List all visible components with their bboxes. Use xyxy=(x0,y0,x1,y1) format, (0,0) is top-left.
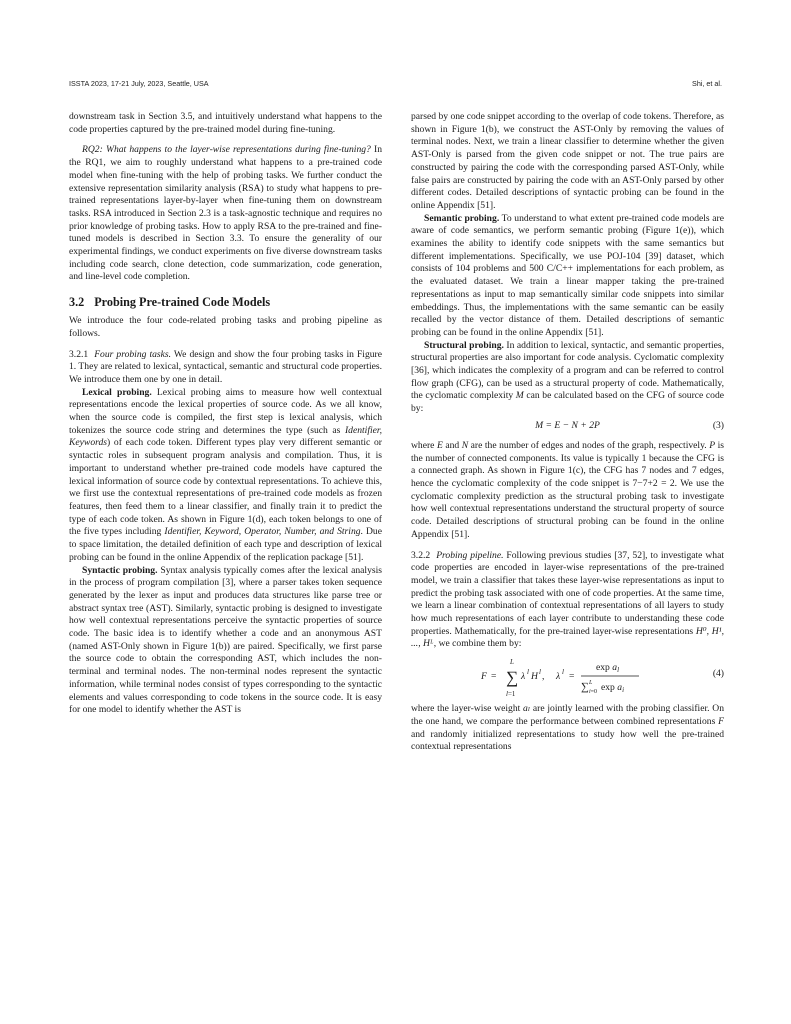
rq2-label: RQ2: What happens to the layer-wise representations during fine-tuning? xyxy=(82,144,371,156)
svg-text:F: F xyxy=(481,671,487,683)
paragraph-after-eq3: where E and N are the number of edges and nodes of the graph, respectively. P is the number of connected components. Its value is typically 1 because the CFG is a connected graph. As shown in Figure 1(c), the CFG has 7 nodes and 7 edges, hence the cyclomatic complexity of the code snippet is 7−7+2 = 2. We use the cyclomatic complexity prediction as the structural probing task to investigate how well contextual representations understand the structural property of source code. Detailed descriptions of structural probing can be found in the online Appendix [51]. xyxy=(411,439,724,540)
subsection-probing-tasks: 3.2.1 Four probing tasks. We design and show the four probing tasks in Figure 1. They are related to lexical, syntactical, semantic and structural code properties. We introduce them one by one in detail. xyxy=(69,348,382,385)
svg-text:l=1: l=1 xyxy=(506,690,516,699)
svg-text:L: L xyxy=(510,658,514,667)
paragraph-after-eq4: where the layer-wise weight aₗ are jointly learned with the probing classifier. On the one hand, we compare the performance between combined representations F and randomly initialized representations to study how well the pre-trained contextual representations xyxy=(411,703,724,753)
svg-text:λ: λ xyxy=(556,671,561,683)
running-header-authors: Shi, et al. xyxy=(692,79,722,88)
paragraph-rq2: RQ2: What happens to the layer-wise representations during fine-tuning? In the RQ1, we aim to roughly understand what happens to a pre-trained code model when fine-tuning with the help of probing tasks. We further conduct the extensive representation similarity analysis (RSA) to study what happens to pre-trained representations layer-by-layer when fine-tuning them on downstream tasks. RSA introduced in Section 2.3 is a task-agnostic technique and requires no prior knowledge of probing tasks. How to apply RSA to the pre-trained and fine-tuned models is described in Section 3.3. To ensure the generality of our experimental findings, we conduct experiments on five diverse downstream tasks including code search, clone detection, code summarization, code generation, and line-level code completion. xyxy=(69,144,383,283)
svg-text:∑: ∑ xyxy=(581,681,589,694)
section-heading: 3.2 Probing Pre-trained Code Models xyxy=(69,295,271,310)
svg-text:∑: ∑ xyxy=(506,668,519,688)
left-column xyxy=(69,111,382,717)
svg-text:i=0: i=0 xyxy=(589,689,598,696)
svg-text:l: l xyxy=(527,668,529,677)
equation-4-number: (4) xyxy=(712,668,724,680)
equation-3 xyxy=(411,420,724,436)
svg-text:L: L xyxy=(589,680,593,687)
equation-3-body: M = E − N + 2P xyxy=(535,419,600,431)
svg-text:exp ai: $\exp a_i$ xyxy=(601,682,625,695)
equation-4 xyxy=(411,655,724,699)
svg-text:l: l xyxy=(539,668,541,677)
equation-4-formula xyxy=(481,655,651,699)
svg-text:=: = xyxy=(491,671,497,683)
paragraph-syntactic-probing: Syntactic probing. Syntax analysis typically comes after the lexical analysis in the process of program compilation [3], where a parser takes token sequence generated by the lexer as input and produces data structures like parse tree or abstract syntax tree (AST). Similarly, syntactic probing is designed to investigate how well contextual representations perceive the syntactic properties of source code. The basic idea is to identify whether a code and an anonymous AST (named AST-Only shown in Figure 1(b)) are paired. Specifically, we first parse the source code to obtain the corresponding AST, which includes the non-terminal and terminal nodes. The non-terminal nodes represent the syntactic information, while terminal nodes consist of types corresponding to the syntactic elements and values corresponding to code tokens in the source code. It is easy for one model to identify whether the AST is xyxy=(69,564,383,716)
svg-text:l: l xyxy=(562,668,564,677)
paragraph-semantic-probing: Semantic probing. To understand to what extent pre-trained code models are aware of code semantics, we perform semantic probing (Figure 1(e)), which examines the ability to identify code snippets with the same semantics but different implementations. Specifically, we use POJ-104 [39] dataset, which consists of 104 problems and 500 C/C++ implementations for each problem, as the evaluated dataset. We train a linear mapper taking the pre-trained representations as input to map semantically similar code snippets into similar embeddings. Thus, the implementations with the same semantic can be easily recalled by the vector distance of them. Detailed descriptions of semantic probing can be found in the online Appendix [51]. xyxy=(411,212,724,338)
svg-text:λ: λ xyxy=(521,671,526,683)
equation-3-number: (3) xyxy=(712,419,724,431)
subsection-probing-pipeline: 3.2.2 Probing pipeline. Following previous studies [37, 52], to investigate what code properties are encoded in layer-wise representations of the pre-trained model, we train a classifier that takes these layer-wise representations as input to predict the probing task associated with one of code properties. At the same time, we learn a linear combination of contextual representations of all layers to study how much representations of each layer contribute to understanding these code properties. Mathematically, for the pre-trained layer-wise representations H⁰, H¹, ..., Hᴸ, we combine them by: xyxy=(411,549,724,650)
running-header-venue: ISSTA 2023, 17-21 July, 2023, Seattle, USA xyxy=(69,79,209,88)
right-column xyxy=(411,111,724,754)
svg-text:exp al: $\exp a_l$ xyxy=(596,662,620,675)
paragraph-continuation: downstream task in Section 3.5, and intuitively understand what happens to the code properties captured by the pre-trained model during fine-tuning. xyxy=(69,111,382,135)
svg-text:,: , xyxy=(542,671,545,683)
paragraph-lexical-probing: Lexical probing. Lexical probing aims to measure how well contextual representations encode the lexical properties of source code. As we all know, when the source code is compiled, the first step is lexical analysis, which tokenizes the source code string and determines the type (such as Identifier, Keywords) of each code token. Different types play very different semantic or syntactic roles in subsequent program analysis and compilation. Thus, it is important to understand whether pre-trained code models have captured the lexical information of source code by contextual representations. To achieve this, we first use the contextual representations of pre-trained code models as frozen features, then feed them to a linear classifier, and finally train it to predict the type of each code token. As shown in Figure 1(d), each token belongs to one of the five types including Identifier, Keyword, Operator, Number, and String. Due to space limitation, the detailed definition of each type and description of lexical probing can be found in the online Appendix of the replication package [51]. xyxy=(69,386,382,563)
svg-text:H: H xyxy=(531,671,538,683)
paragraph-syntactic-continued: parsed by one code snippet according to the overlap of code tokens. Therefore, as shown in Figure 1(b), we construct the AST-Only by removing the values of terminal nodes. Next, we train a linear classifier to determine whether the given AST-Only is parsed from the given code snippet or not. The true pairs are constructed by pairing the code with the corresponding parsed AST-Only, while false pairs are constructed by pairing the code with an AST-Only parsed by other different codes. Detailed descriptions of syntactic probing can be found in the online Appendix [51]. xyxy=(411,111,724,211)
svg-text:=: = xyxy=(569,671,575,683)
paragraph-structural-probing: Structural probing. In addition to lexical, syntactic, and semantic properties, structural properties are also important for code analysis. Cyclomatic complexity [36], which indicates the complexity of a program and can be referred to control flow graph (CFG), can be used as a structural property of code. Mathematically, the cyclomatic complexity M can be calculated based on the CFG of source code by: xyxy=(411,339,724,415)
section-intro: We introduce the four code-related probing tasks and probing pipeline as follows. xyxy=(69,315,382,339)
